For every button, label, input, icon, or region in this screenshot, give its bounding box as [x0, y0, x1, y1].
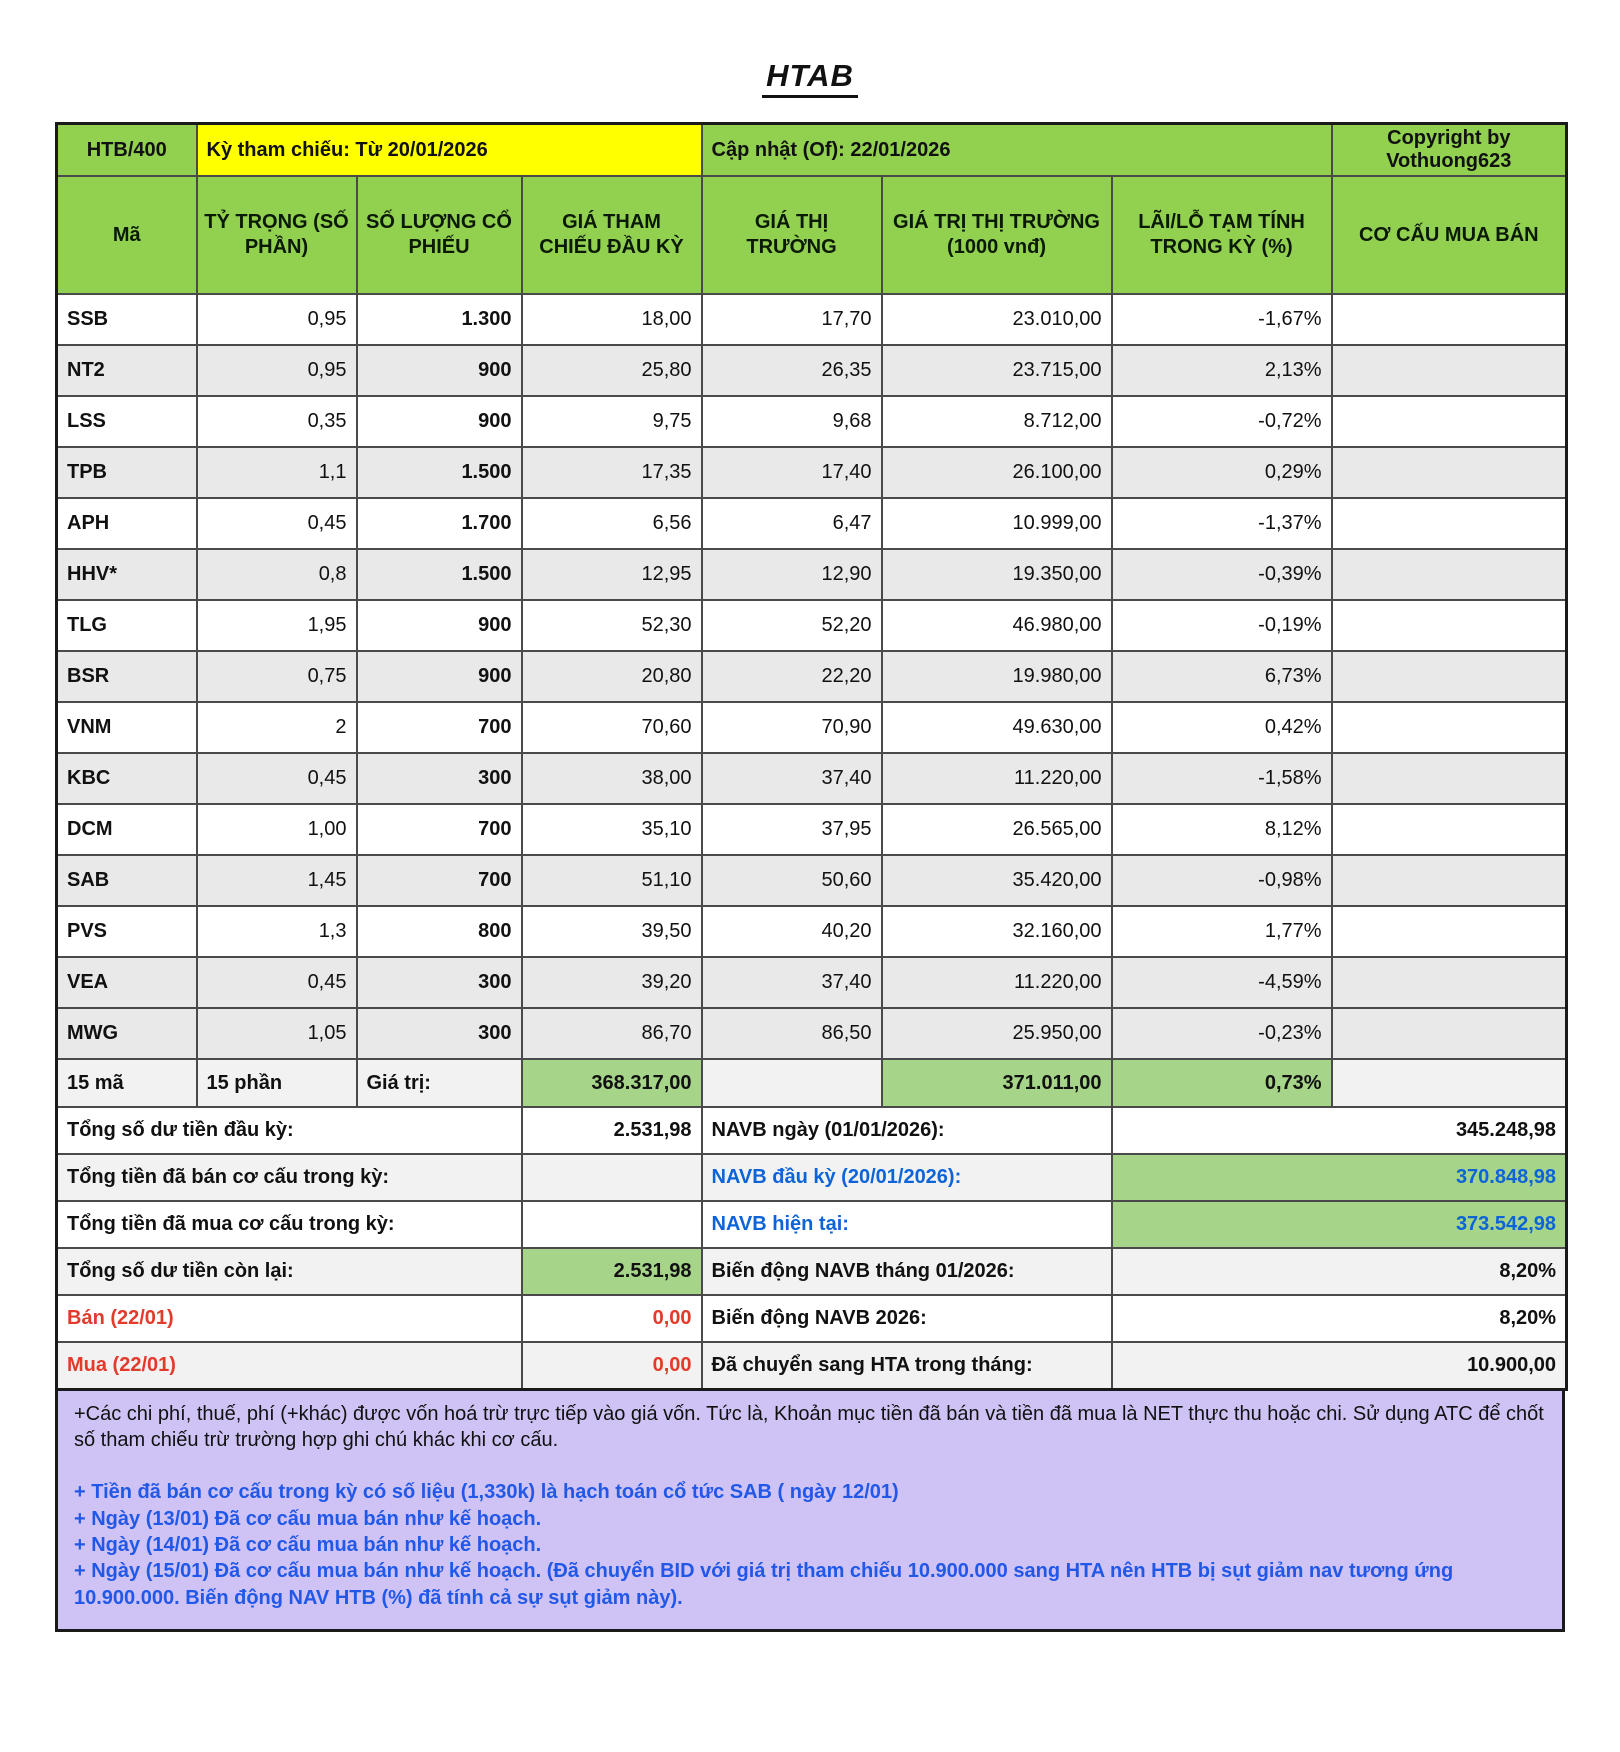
table-cell: 0,45: [197, 753, 357, 804]
note-spacer: [74, 1453, 1546, 1479]
col-header-so-luong: SỐ LƯỢNG CỔ PHIẾU: [357, 176, 522, 294]
table-cell: 1,77%: [1112, 906, 1332, 957]
notes-block: [55, 1391, 1565, 1633]
stock-code: SSB: [57, 294, 197, 345]
table-row: [57, 804, 1567, 855]
table-cell: 19.350,00: [882, 549, 1112, 600]
table-cell: [1332, 294, 1567, 345]
table-cell: 49.630,00: [882, 702, 1112, 753]
table-cell: 11.220,00: [882, 753, 1112, 804]
stock-code: LSS: [57, 396, 197, 447]
table-cell: 300: [357, 753, 522, 804]
table-row: [57, 651, 1567, 702]
table-cell: -1,58%: [1112, 753, 1332, 804]
table-cell: 0,95: [197, 345, 357, 396]
table-cell: 37,40: [702, 753, 882, 804]
table-cell: -0,39%: [1112, 549, 1332, 600]
summary-left-value: 0,00: [522, 1342, 702, 1389]
col-header-gia-thi-truong: GIÁ THỊ TRƯỜNG: [702, 176, 882, 294]
table-cell: 1,00: [197, 804, 357, 855]
totals-parts-count: 15 phần: [197, 1059, 357, 1107]
stock-code: NT2: [57, 345, 197, 396]
table-cell: [1332, 1059, 1567, 1107]
table-cell: 11.220,00: [882, 957, 1112, 1008]
summary-right-label: NAVB đầu kỳ (20/01/2026):: [702, 1154, 1112, 1201]
table-row: [57, 906, 1567, 957]
stock-code: PVS: [57, 906, 197, 957]
table-cell: 17,35: [522, 447, 702, 498]
table-cell: [1332, 396, 1567, 447]
table-cell: 700: [357, 855, 522, 906]
table-cell: [1332, 957, 1567, 1008]
table-cell: 1,95: [197, 600, 357, 651]
totals-codes-count: 15 mã: [57, 1059, 197, 1107]
table-cell: 800: [357, 906, 522, 957]
totals-pct: 0,73%: [1112, 1059, 1332, 1107]
table-cell: 38,00: [522, 753, 702, 804]
note-paragraph: +Các chi phí, thuế, phí (+khác) được vốn hoá trừ trực tiếp vào giá vốn. Tức là, Khoản mục tiền đã bán và tiền đã mua là NET thực thu hoặc chi. Sử dụng ATC để chốt số tham chiếu trừ trường hợp ghi chú khác khi cơ cấu.: [74, 1402, 1544, 1451]
table-cell: 900: [357, 651, 522, 702]
table-cell: 9,68: [702, 396, 882, 447]
stock-code: TPB: [57, 447, 197, 498]
summary-right-label: NAVB ngày (01/01/2026):: [702, 1107, 1112, 1154]
table-cell: 52,30: [522, 600, 702, 651]
table-cell: [1332, 345, 1567, 396]
table-row: [57, 855, 1567, 906]
table-row: [57, 498, 1567, 549]
table-cell: 12,95: [522, 549, 702, 600]
table-cell: 10.999,00: [882, 498, 1112, 549]
table-cell: 22,20: [702, 651, 882, 702]
table-cell: 1,05: [197, 1008, 357, 1059]
table-cell: 52,20: [702, 600, 882, 651]
table-cell: 2,13%: [1112, 345, 1332, 396]
table-cell: 900: [357, 345, 522, 396]
table-cell: 50,60: [702, 855, 882, 906]
table-cell: 70,90: [702, 702, 882, 753]
col-header-gia-tham-chieu: GIÁ THAM CHIẾU ĐẦU KỲ: [522, 176, 702, 294]
table-cell: -0,98%: [1112, 855, 1332, 906]
table-cell: [1332, 804, 1567, 855]
summary-section: [57, 1107, 1567, 1389]
totals-value-label: Giá trị:: [357, 1059, 522, 1107]
summary-right-value: 345.248,98: [1112, 1107, 1567, 1154]
table-cell: 23.715,00: [882, 345, 1112, 396]
table-cell: 8,12%: [1112, 804, 1332, 855]
table-cell: 46.980,00: [882, 600, 1112, 651]
summary-left-label: Mua (22/01): [57, 1342, 522, 1389]
summary-left-label: Tổng số dư tiền đầu kỳ:: [57, 1107, 522, 1154]
summary-row: [57, 1248, 1567, 1295]
stock-code: SAB: [57, 855, 197, 906]
summary-row: [57, 1342, 1567, 1389]
table-cell: 300: [357, 957, 522, 1008]
table-cell: 17,70: [702, 294, 882, 345]
table-cell: 37,40: [702, 957, 882, 1008]
table-cell: 1,3: [197, 906, 357, 957]
table-row: [57, 1008, 1567, 1059]
summary-right-value: 10.900,00: [1112, 1342, 1567, 1389]
note-line: + Ngày (15/01) Đã cơ cấu mua bán như kế hoạch. (Đã chuyển BID với giá trị tham chiếu 10.900.000 sang HTA nên HTB bị sụt giảm nav tương ứng 10.900.000. Biến động NAV HTB (%) đã tính cả sự sụt giảm này).: [74, 1560, 1454, 1609]
column-header-row: [57, 176, 1567, 294]
summary-right-label: Biến động NAVB tháng 01/2026:: [702, 1248, 1112, 1295]
summary-right-label: Biến động NAVB 2026:: [702, 1295, 1112, 1342]
table-cell: 0,29%: [1112, 447, 1332, 498]
stock-code: VEA: [57, 957, 197, 1008]
table-cell: 86,70: [522, 1008, 702, 1059]
portfolio-table: [55, 122, 1568, 1391]
table-cell: 0,95: [197, 294, 357, 345]
summary-left-label: Bán (22/01): [57, 1295, 522, 1342]
table-cell: [1332, 855, 1567, 906]
copyright-label: Copyright by Vothuong623: [1332, 124, 1567, 177]
summary-left-label: Tổng tiền đã bán cơ cấu trong kỳ:: [57, 1154, 522, 1201]
table-cell: [1332, 447, 1567, 498]
table-cell: 2: [197, 702, 357, 753]
col-header-lai-lo: LÃI/LỖ TẠM TÍNH TRONG KỲ (%): [1112, 176, 1332, 294]
table-cell: 0,45: [197, 957, 357, 1008]
stock-code: MWG: [57, 1008, 197, 1059]
totals-market-value: 371.011,00: [882, 1059, 1112, 1107]
table-cell: 0,35: [197, 396, 357, 447]
table-row: [57, 957, 1567, 1008]
table-row: [57, 345, 1567, 396]
table-row: [57, 549, 1567, 600]
table-cell: 35.420,00: [882, 855, 1112, 906]
table-cell: 25.950,00: [882, 1008, 1112, 1059]
table-cell: 51,10: [522, 855, 702, 906]
summary-row: [57, 1154, 1567, 1201]
table-cell: -0,19%: [1112, 600, 1332, 651]
table-cell: 300: [357, 1008, 522, 1059]
note-line: + Ngày (13/01) Đã cơ cấu mua bán như kế hoạch.: [74, 1507, 542, 1530]
summary-left-value: [522, 1154, 702, 1201]
table-cell: 17,40: [702, 447, 882, 498]
table-cell: 26,35: [702, 345, 882, 396]
col-header-gia-tri-thi-truong: GIÁ TRỊ THỊ TRƯỜNG (1000 vnđ): [882, 176, 1112, 294]
col-header-ty-trong: TỶ TRỌNG (SỐ PHẦN): [197, 176, 357, 294]
table-cell: 12,90: [702, 549, 882, 600]
summary-left-value: 0,00: [522, 1295, 702, 1342]
table-cell: 39,50: [522, 906, 702, 957]
totals-row: [57, 1059, 1567, 1107]
table-cell: [1332, 702, 1567, 753]
totals-section: [57, 1059, 1567, 1107]
table-cell: 25,80: [522, 345, 702, 396]
top-bar: [57, 124, 1567, 177]
summary-left-label: Tổng tiền đã mua cơ cấu trong kỳ:: [57, 1201, 522, 1248]
table-row: [57, 447, 1567, 498]
table-cell: 35,10: [522, 804, 702, 855]
table-cell: [1332, 906, 1567, 957]
stock-code: APH: [57, 498, 197, 549]
summary-right-value: 8,20%: [1112, 1295, 1567, 1342]
table-cell: 86,50: [702, 1008, 882, 1059]
summary-right-value: 8,20%: [1112, 1248, 1567, 1295]
table-cell: -0,23%: [1112, 1008, 1332, 1059]
stock-code: VNM: [57, 702, 197, 753]
table-cell: [1332, 549, 1567, 600]
reference-period: Kỳ tham chiếu: Từ 20/01/2026: [197, 124, 702, 177]
table-cell: [1332, 651, 1567, 702]
table-cell: [1332, 753, 1567, 804]
table-cell: 0,75: [197, 651, 357, 702]
col-header-co-cau: CƠ CẤU MUA BÁN: [1332, 176, 1567, 294]
table-row: [57, 294, 1567, 345]
summary-left-label: Tổng số dư tiền còn lại:: [57, 1248, 522, 1295]
summary-row: [57, 1295, 1567, 1342]
table-cell: 70,60: [522, 702, 702, 753]
table-cell: 37,95: [702, 804, 882, 855]
stock-code: TLG: [57, 600, 197, 651]
table-cell: 1.500: [357, 447, 522, 498]
table-row: [57, 396, 1567, 447]
summary-right-label: NAVB hiện tại:: [702, 1201, 1112, 1248]
table-row: [57, 702, 1567, 753]
table-cell: 8.712,00: [882, 396, 1112, 447]
summary-row: [57, 1107, 1567, 1154]
summary-right-label: Đã chuyển sang HTA trong tháng:: [702, 1342, 1112, 1389]
table-cell: 26.565,00: [882, 804, 1112, 855]
table-cell: 700: [357, 804, 522, 855]
table-row: [57, 753, 1567, 804]
summary-right-value: 373.542,98: [1112, 1201, 1567, 1248]
summary-left-value: [522, 1201, 702, 1248]
table-cell: 1.300: [357, 294, 522, 345]
title-wrap: [55, 58, 1565, 98]
table-cell: [1332, 1008, 1567, 1059]
table-cell: 6,47: [702, 498, 882, 549]
table-cell: 1.500: [357, 549, 522, 600]
table-cell: 40,20: [702, 906, 882, 957]
summary-right-value: 370.848,98: [1112, 1154, 1567, 1201]
table-cell: [1332, 600, 1567, 651]
table-cell: -1,67%: [1112, 294, 1332, 345]
table-cell: 26.100,00: [882, 447, 1112, 498]
table-cell: 1,1: [197, 447, 357, 498]
table-cell: 1,45: [197, 855, 357, 906]
col-header-ma: Mã: [57, 176, 197, 294]
table-cell: 1.700: [357, 498, 522, 549]
table-cell: 6,56: [522, 498, 702, 549]
table-cell: -4,59%: [1112, 957, 1332, 1008]
table-cell: 0,45: [197, 498, 357, 549]
table-cell: 19.980,00: [882, 651, 1112, 702]
totals-reference-value: 368.317,00: [522, 1059, 702, 1107]
page-title: HTAB: [762, 58, 858, 98]
note-line: + Tiền đã bán cơ cấu trong kỳ có số liệu (1,330k) là hạch toán cổ tức SAB ( ngày 12/01): [74, 1481, 899, 1504]
stock-code: BSR: [57, 651, 197, 702]
update-date: Cập nhật (Of): 22/01/2026: [702, 124, 1332, 177]
table-cell: -1,37%: [1112, 498, 1332, 549]
stock-code: KBC: [57, 753, 197, 804]
table-cell: 9,75: [522, 396, 702, 447]
table-cell: [702, 1059, 882, 1107]
table-cell: 39,20: [522, 957, 702, 1008]
table-cell: 0,8: [197, 549, 357, 600]
table-cell: 23.010,00: [882, 294, 1112, 345]
table-row: [57, 600, 1567, 651]
table-cell: 32.160,00: [882, 906, 1112, 957]
table-cell: [1332, 498, 1567, 549]
stock-code: DCM: [57, 804, 197, 855]
table-cell: 6,73%: [1112, 651, 1332, 702]
stock-rows: [57, 294, 1567, 1059]
summary-row: [57, 1201, 1567, 1248]
table-cell: 0,42%: [1112, 702, 1332, 753]
table-cell: -0,72%: [1112, 396, 1332, 447]
fund-code: HTB/400: [57, 124, 197, 177]
note-line: + Ngày (14/01) Đã cơ cấu mua bán như kế hoạch.: [74, 1534, 542, 1557]
table-cell: 900: [357, 396, 522, 447]
summary-left-value: 2.531,98: [522, 1248, 702, 1295]
table-cell: 18,00: [522, 294, 702, 345]
stock-code: HHV*: [57, 549, 197, 600]
table-cell: 700: [357, 702, 522, 753]
table-cell: 20,80: [522, 651, 702, 702]
summary-left-value: 2.531,98: [522, 1107, 702, 1154]
table-cell: 900: [357, 600, 522, 651]
